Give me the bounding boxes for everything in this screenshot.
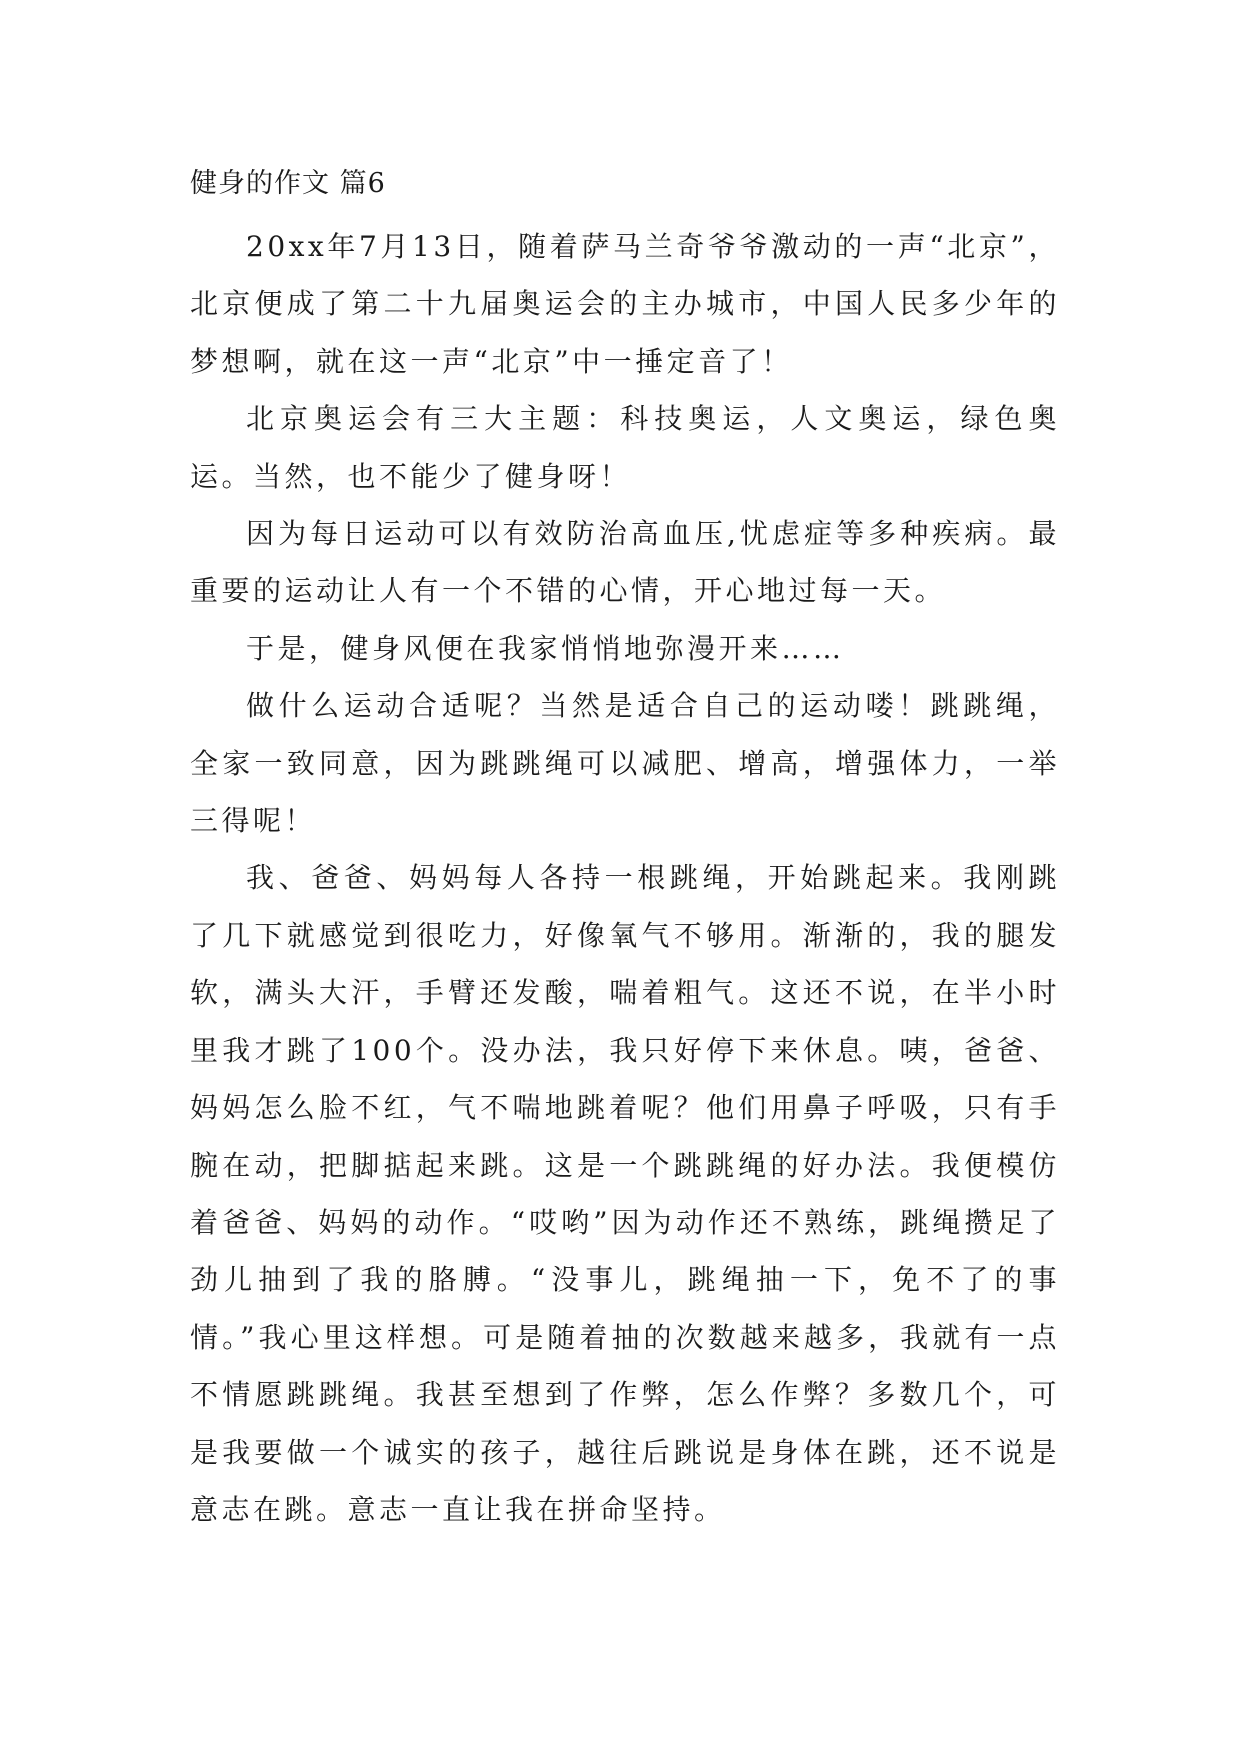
document-body	[190, 218, 1060, 1538]
paragraph: 20xx年7月13日，随着萨马兰奇爷爷激动的一声“北京”，北京便成了第二十九届奥运会的主办城市，中国人民多少年的梦想啊，就在这一声“北京”中一捶定音了！	[190, 230, 1060, 378]
paragraph: 因为每日运动可以有效防治高血压,忧虑症等多种疾病。最重要的运动让人有一个不错的心情，开心地过每一天。	[190, 517, 1060, 608]
paragraph: 北京奥运会有三大主题：科技奥运，人文奥运，绿色奥运。当然，也不能少了健身呀！	[190, 402, 1060, 493]
paragraph: 于是，健身风便在我家悄悄地弥漫开来……	[246, 631, 845, 665]
paragraph: 做什么运动合适呢？当然是适合自己的运动喽！跳跳绳，全家一致同意，因为跳跳绳可以减肥、增高，增强体力，一举三得呢！	[190, 689, 1060, 838]
paragraph: 我、爸爸、妈妈每人各持一根跳绳，开始跳起来。我刚跳了几下就感觉到很吃力，好像氧气不够用。渐渐的，我的腿发软，满头大汗，手臂还发酸，喘着粗气。这还不说，在半小时里我才跳了100个。没办法，我只好停下来休息。咦，爸爸、妈妈怎么脸不红，气不喘地跳着呢？他们用鼻子呼吸，只有手腕在动，把脚掂起来跳。这是一个跳跳绳的好办法。我便模仿着爸爸、妈妈的动作。“哎哟”因为动作还不熟练，跳绳攒足了劲儿抽到了我的胳膊。“没事儿，跳绳抽一下，免不了的事情。”我心里这样想。可是随着抽的次数越来越多，我就有一点不情愿跳跳绳。我甚至想到了作弊，怎么作弊？多数几个，可是我要做一个诚实的孩子，越往后跳说是身体在跳，还不说是意志在跳。意志一直让我在拼命坚持。	[190, 861, 1060, 1526]
document-title: 健身的作文 篇6	[190, 168, 386, 199]
